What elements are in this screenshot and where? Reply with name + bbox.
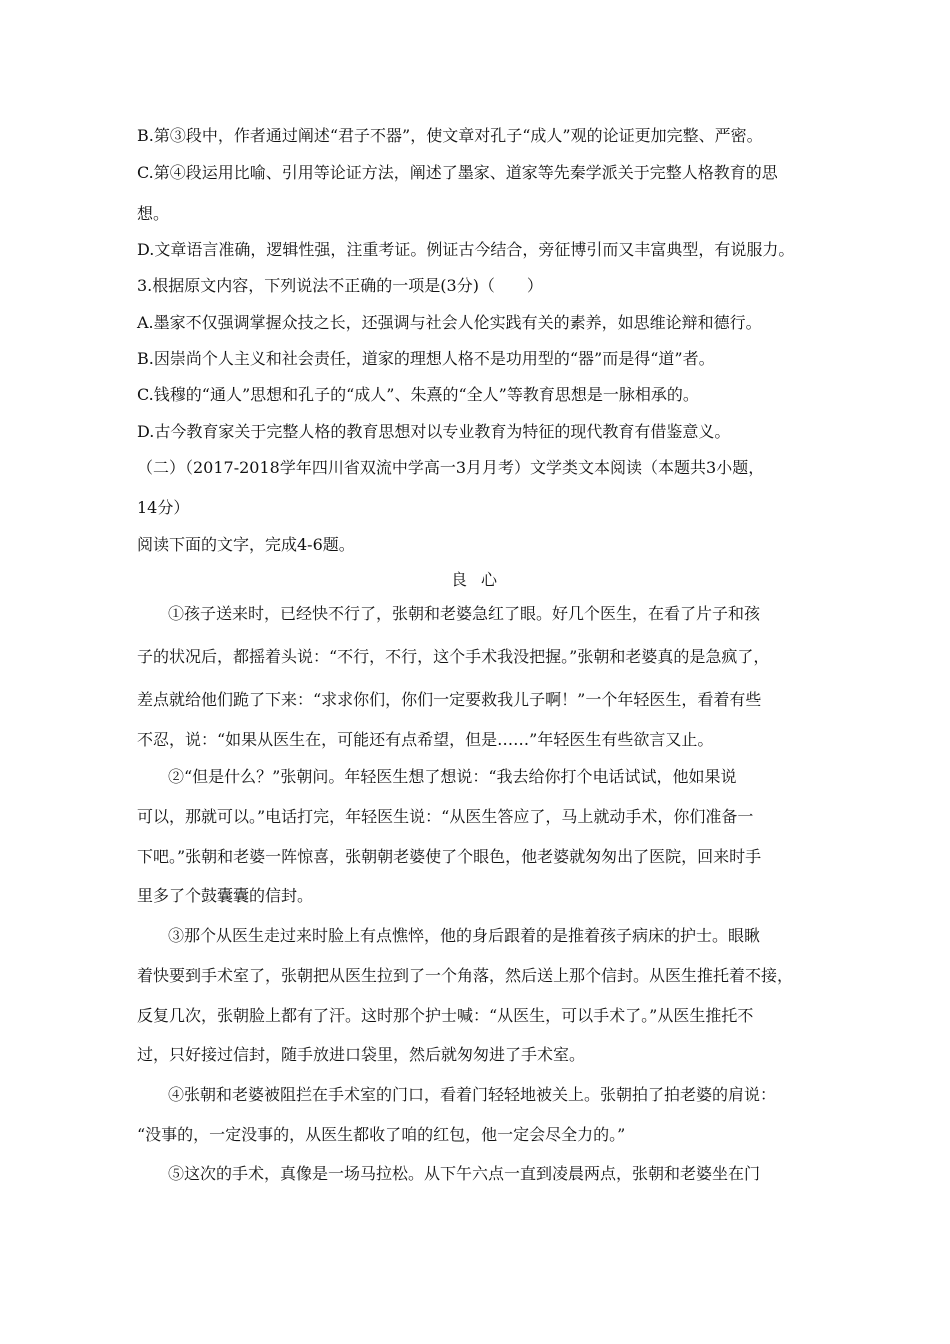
paragraph-1-line: ①孩子送来时，已经快不行了，张朝和老婆急红了眼。好几个医生，在看了片子和孩 [168, 604, 761, 623]
paragraph-3-line: 着快要到手术室了，张朝把从医生拉到了一个角落，然后送上那个信封。从医生推托着不接， [137, 966, 794, 985]
paragraph-2-line: ②“但是什么？”张朝问。年轻医生想了想说：“我去给你打个电话试试，他如果说 [168, 767, 737, 786]
paragraph-3-line: 反复几次，张朝脸上都有了汗。这时那个护士喊：“从医生，可以手术了。”从医生推托不 [137, 1006, 754, 1025]
q3-option-d: D.古今教育家关于完整人格的教育思想对以专业教育为特征的现代教育有借鉴意义。 [137, 422, 731, 441]
reading-instruction: 阅读下面的文字，完成4-6题。 [137, 535, 355, 554]
section-heading-line1: （二）（2017-2018学年四川省双流中学高一3月月考）文学类文本阅读（本题共3小题， [137, 458, 765, 477]
paragraph-5-line: ⑤这次的手术，真像是一场马拉松。从下午六点一直到凌晨两点，张朝和老婆坐在门 [168, 1164, 761, 1183]
q3-option-c: C.钱穆的“通人”思想和孔子的“成人”、朱熹的“全人”等教育思想是一脉相承的。 [137, 385, 699, 404]
paragraph-2-line: 里多了个鼓囊囊的信封。 [137, 886, 314, 905]
question-3: 3.根据原文内容，下列说法不正确的一项是(3分)（ ） [137, 276, 543, 295]
paragraph-1-line: 差点就给他们跪了下来：“求求你们，你们一定要救我儿子啊！”一个年轻医生，看着有些 [137, 690, 762, 709]
paragraph-4-line: “没事的，一定没事的，从医生都收了咱的红包，他一定会尽全力的。” [137, 1125, 626, 1144]
paragraph-1-line: 不忍，说：“如果从医生在，可能还有点希望，但是……”年轻医生有些欲言又止。 [137, 730, 714, 749]
option-c-text-line1: C.第④段运用比喻、引用等论证方法，阐述了墨家、道家等先秦学派关于完整人格教育的思 [137, 163, 778, 182]
option-c-text-line2: 想。 [137, 204, 170, 223]
option-b-text: B.第③段中，作者通过阐述“君子不器”，使文章对孔子“成人”观的论证更加完整、严密。 [137, 126, 763, 145]
paragraph-1-line: 子的状况后，都摇着头说：“不行，不行，这个手术我没把握。”张朝和老婆真的是急疯了， [137, 647, 770, 666]
paragraph-3-line: ③那个从医生走过来时脸上有点憔悴，他的身后跟着的是推着孩子病床的护士。眼瞅 [168, 926, 761, 945]
paragraph-2-line: 可以，那就可以。”电话打完，年轻医生说：“从医生答应了，马上就动手术，你们准备一 [137, 807, 754, 826]
q3-option-b: B.因崇尚个人主义和社会责任，道家的理想人格不是功用型的“器”而是得“道”者。 [137, 349, 715, 368]
passage-title: 良心 [450, 570, 511, 589]
paragraph-2-line: 下吧。”张朝和老婆一阵惊喜，张朝朝老婆使了个眼色，他老婆就匆匆出了医院，回来时手 [137, 847, 762, 866]
paragraph-4-line: ④张朝和老婆被阻拦在手术室的门口，看着门轻轻地被关上。张朝拍了拍老婆的肩说： [168, 1085, 777, 1104]
q3-option-a: A.墨家不仅强调掌握众技之长，还强调与社会人伦实践有关的素养，如思维论辩和德行。 [137, 313, 762, 332]
paragraph-3-line: 过，只好接过信封，随手放进口袋里，然后就匆匆进了手术室。 [137, 1045, 586, 1064]
section-heading-line2: 14分） [137, 498, 190, 517]
option-d-text: D.文章语言准确，逻辑性强，注重考证。例证古今结合，旁征博引而又丰富典型，有说服力。 [137, 240, 795, 259]
